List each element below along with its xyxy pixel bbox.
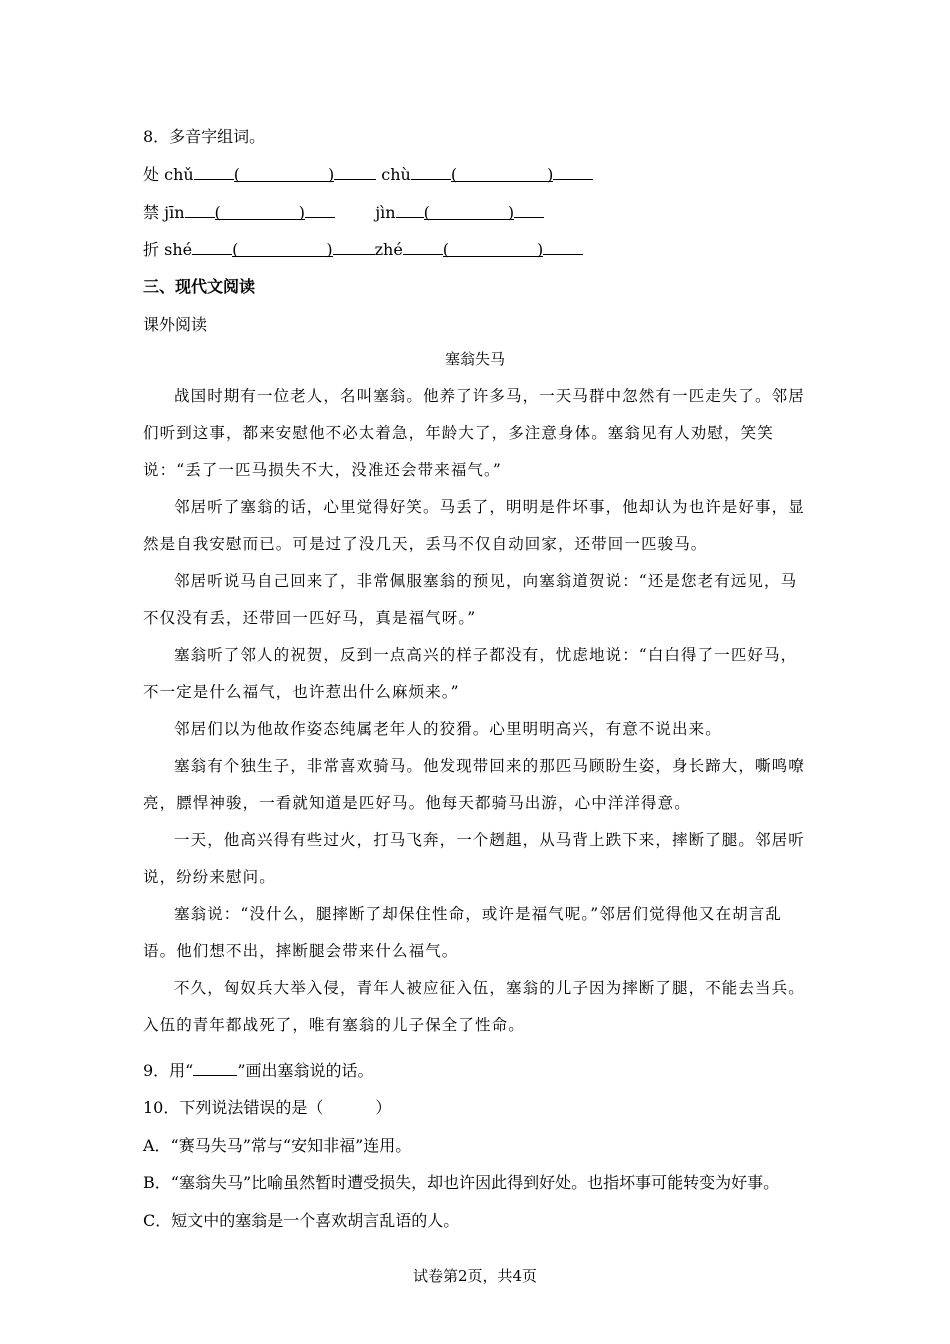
blank[interactable] [334, 163, 376, 180]
pinyin: shé [164, 240, 193, 259]
blank[interactable] [193, 1059, 237, 1076]
paren-blank[interactable]: ( ) [423, 203, 515, 222]
blank[interactable] [396, 201, 424, 218]
section-heading: 三、现代文阅读 [143, 277, 256, 296]
q10-stem: 10．下列说法错误的是（ ） [143, 1098, 392, 1117]
blank[interactable] [185, 201, 215, 218]
blank[interactable] [514, 201, 544, 218]
q8-row-zhe [143, 237, 583, 260]
blank[interactable] [403, 238, 443, 255]
section-subheading: 课外阅读 [143, 315, 208, 334]
paragraph: 一天，他高兴得有些过火，打马飞奔，一个趔趄，从马背上跌下来，摔断了腿。邻居听说，纷纷来慰问。 [143, 831, 805, 886]
q9: 9．用“ ”画出塞翁说的话。 [143, 1061, 374, 1080]
paragraph: 塞翁有个独生子，非常喜欢骑马。他发现带回来的那匹马顾盼生姿，身长蹄大，嘶鸣嘹亮，膘悍神骏，一看就知道是匹好马。他每天都骑马出游，心中洋洋得意。 [143, 757, 805, 812]
pinyin: chù [381, 165, 411, 184]
char: 折 [143, 240, 160, 259]
blank[interactable] [543, 238, 583, 255]
paragraph: 邻居听了塞翁的话，心里觉得好笑。马丢了，明明是件坏事，他却认为也许是好事，显然是自我安慰而已。可是过了没几天，丢马不仅自动回家，还带回一匹骏马。 [143, 498, 805, 553]
blank[interactable] [553, 163, 593, 180]
page-footer: 试卷第2页，共4页 [412, 1267, 538, 1285]
passage [143, 378, 807, 1044]
q10-option-a: A．“赛马失马”常与“安知非福”连用。 [143, 1136, 412, 1155]
char: 禁 [143, 203, 160, 222]
q8-title: 8．多音字组词。 [143, 127, 266, 146]
q8-row-chu [143, 162, 593, 185]
pinyin: jīn [164, 203, 185, 222]
passage-title: 塞翁失马 [444, 350, 505, 368]
q8-row-jin [143, 200, 544, 223]
blank[interactable] [194, 163, 234, 180]
blank[interactable] [192, 238, 232, 255]
paren-blank[interactable]: ( ) [233, 165, 335, 184]
paragraph: 邻居们以为他故作姿态纯属老年人的狡猾。心里明明高兴，有意不说出来。 [174, 720, 722, 738]
paren-blank[interactable]: ( ) [442, 240, 544, 259]
paragraph: 不久，匈奴兵大举入侵，青年人被应征入伍，塞翁的儿子因为摔断了腿，不能去当兵。入伍的青年都战死了，唯有塞翁的儿子保全了性命。 [143, 979, 805, 1034]
paragraph: 塞翁听了邻人的祝贺，反到一点高兴的样子都没有，忧虑地说：“白白得了一匹好马，不一定是什么福气，也许惹出什么麻烦来。” [143, 646, 798, 701]
paren-blank[interactable]: ( ) [232, 240, 333, 259]
q10-option-c: C．短文中的塞翁是一个喜欢胡言乱语的人。 [143, 1211, 460, 1230]
blank[interactable] [333, 238, 375, 255]
paren-blank[interactable]: ( ) [450, 165, 554, 184]
paragraph: 塞翁说：“没什么，腿摔断了却保住性命，或许是福气呢。”邻居们觉得他又在胡言乱语。他们想不出，摔断腿会带来什么福气。 [143, 905, 782, 960]
paren-blank[interactable]: ( ) [214, 203, 305, 222]
paragraph: 战国时期有一位老人，名叫塞翁。他养了许多马，一天马群中忽然有一匹走失了。邻居们听到这事，都来安慰他不必太着急，年龄大了，多注意身体。塞翁见有人劝慰，笑笑说：“丢了一匹马损失不大，没准还会带来福气。” [143, 387, 805, 479]
char: 处 [143, 165, 160, 184]
blank[interactable] [305, 201, 335, 218]
pinyin: jìn [375, 203, 396, 222]
q10-option-b: B．“塞翁失马”比喻虽然暂时遭受损失，却也许因此得到好处。也指坏事可能转变为好事。 [143, 1173, 780, 1192]
paragraph: 邻居听说马自己回来了，非常佩服塞翁的预见，向塞翁道贺说：“还是您老有远见，马不仅没有丢，还带回一匹好马，真是福气呀。” [143, 572, 798, 627]
pinyin: zhé [374, 240, 403, 259]
blank[interactable] [411, 163, 451, 180]
pinyin: chǔ [164, 165, 194, 184]
